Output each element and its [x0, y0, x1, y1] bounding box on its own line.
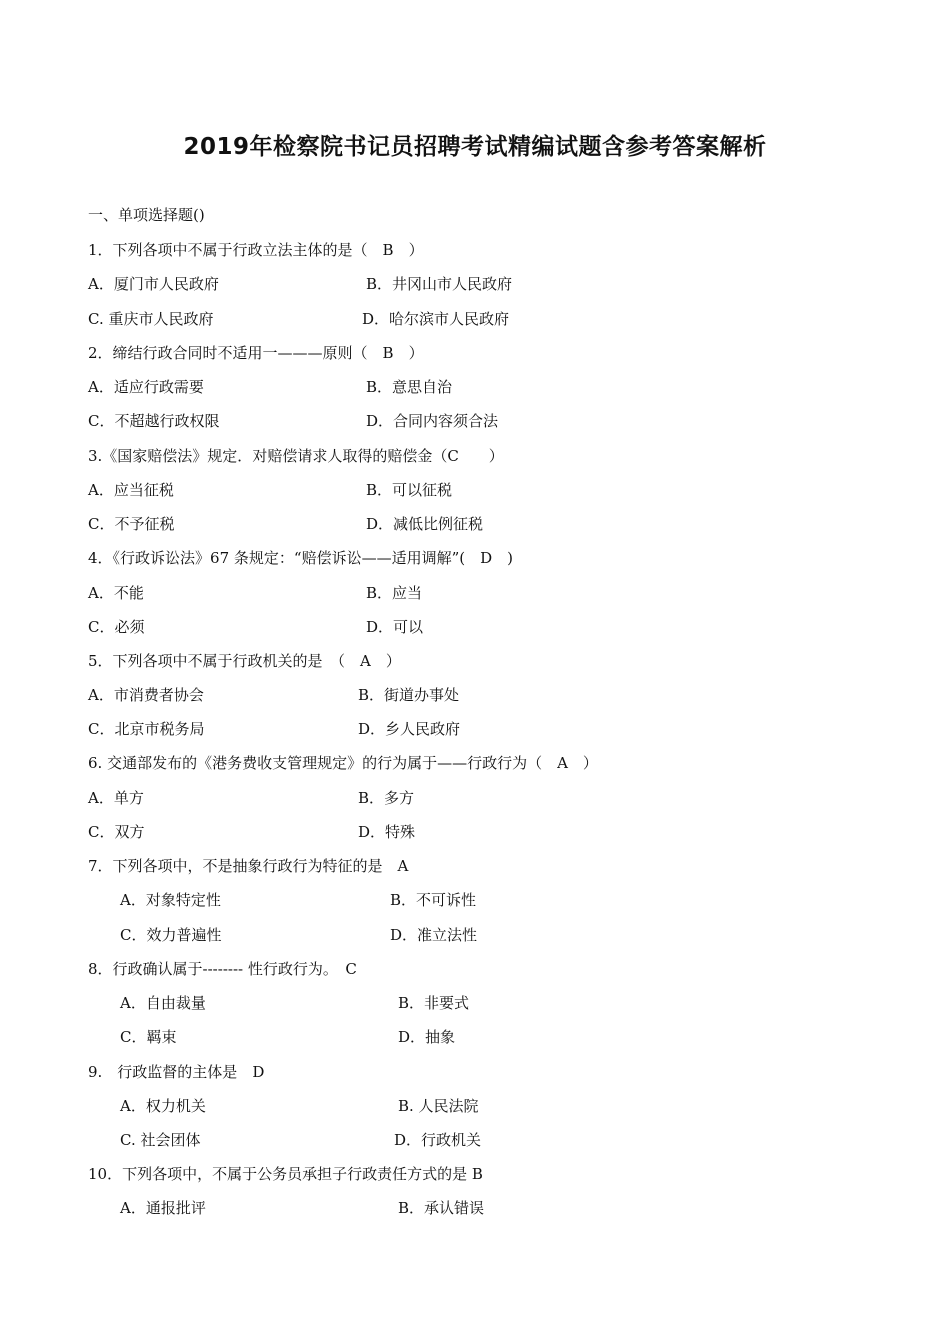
- q1-option-b: B．井冈山市人民政府: [366, 275, 513, 293]
- q9-option-b: B. 人民法院: [398, 1097, 479, 1115]
- q5-option-b: B．街道办事处: [358, 686, 460, 704]
- q3-option-d: D．减低比例征税: [366, 515, 484, 533]
- q4-option-a: A．不能: [88, 584, 144, 602]
- q3-option-c: C．不予征税: [88, 515, 175, 533]
- q2-option-d: D．合同内容须合法: [366, 412, 499, 430]
- q2-option-a: A．适应行政需要: [88, 378, 204, 396]
- q8-option-d: D．抽象: [398, 1028, 456, 1046]
- q7-option-a: A．对象特定性: [120, 891, 221, 909]
- question-2: 2．缔结行政合同时不适用一———原则（ B ）: [88, 344, 424, 362]
- q5-option-a: A．市消费者协会: [88, 686, 204, 704]
- q4-option-d: D．可以: [366, 618, 424, 636]
- q1-option-a: A．厦门市人民政府: [88, 275, 219, 293]
- q7-option-b: B．不可诉性: [390, 891, 477, 909]
- q10-option-b: B．承认错误: [398, 1199, 485, 1217]
- q2-option-c: C．不超越行政权限: [88, 412, 220, 430]
- question-9: 9. 行政监督的主体是 D: [88, 1063, 265, 1081]
- q6-option-a: A．单方: [88, 789, 144, 807]
- document-title: 2019年检察院书记员招聘考试精编试题含参考答案解析: [183, 134, 767, 160]
- q2-option-b: B．意思自治: [366, 378, 453, 396]
- q6-option-b: B．多方: [358, 789, 415, 807]
- q1-option-c: C. 重庆市人民政府: [88, 310, 214, 328]
- q5-option-d: D．乡人民政府: [358, 720, 461, 738]
- q9-option-c: C. 社会团体: [120, 1131, 201, 1149]
- q5-option-c: C．北京市税务局: [88, 720, 205, 738]
- question-7: 7．下列各项中，不是抽象行政行为特征的是 A: [88, 857, 409, 875]
- q7-option-d: D．准立法性: [390, 926, 478, 944]
- q4-option-b: B．应当: [366, 584, 423, 602]
- q7-option-c: C．效力普遍性: [120, 926, 222, 944]
- q1-option-d: D．哈尔滨市人民政府: [362, 310, 510, 328]
- question-3: 3.《国家赔偿法》规定．对赔偿请求人取得的赔偿金（C ）: [88, 447, 504, 465]
- question-4: 4．《行政诉讼法》67 条规定：“赔偿诉讼——适用调解”( D ): [88, 549, 513, 567]
- question-5: 5．下列各项中不属于行政机关的是 （ A ）: [88, 652, 401, 670]
- q9-option-a: A．权力机关: [120, 1097, 206, 1115]
- section-heading: 一、单项选择题(): [88, 206, 205, 224]
- q3-option-b: B．可以征税: [366, 481, 453, 499]
- q8-option-b: B．非要式: [398, 994, 470, 1012]
- question-10: 10．下列各项中，不属于公务员承担子行政责任方式的是 B: [88, 1165, 483, 1183]
- question-8: 8．行政确认属于-------- 性行政行为。 C: [88, 960, 357, 978]
- question-1: 1．下列各项中不属于行政立法主体的是（ B ）: [88, 241, 424, 259]
- q6-option-c: C．双方: [88, 823, 145, 841]
- q3-option-a: A．应当征税: [88, 481, 174, 499]
- q8-option-a: A．自由裁量: [120, 994, 206, 1012]
- q4-option-c: C．必须: [88, 618, 145, 636]
- q6-option-d: D．特殊: [358, 823, 416, 841]
- q8-option-c: C．羁束: [120, 1028, 177, 1046]
- question-6: 6. 交通部发布的《港务费收支管理规定》的行为属于——行政行为（ A ）: [88, 754, 598, 772]
- q10-option-a: A．通报批评: [120, 1199, 206, 1217]
- q9-option-d: D．行政机关: [394, 1131, 482, 1149]
